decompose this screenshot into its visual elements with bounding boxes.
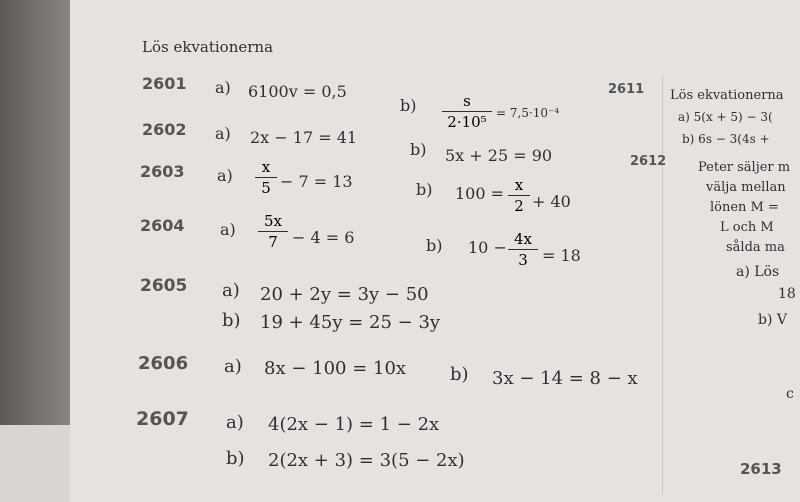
problem-2612-line-1: Peter säljer m: [698, 160, 791, 175]
problem-2606-a-label: a): [224, 356, 242, 377]
section-heading: Lös ekvationerna: [142, 38, 274, 56]
problem-2604-a-rhs: − 4 = 6: [292, 228, 355, 247]
problem-2607-a-label: a): [226, 412, 244, 433]
problem-2601-a-equation: 6100v = 0,5: [248, 82, 347, 101]
problem-2603-b-fraction: [508, 176, 530, 215]
problem-2606-a-equation: 8x − 100 = 10x: [264, 358, 407, 379]
problem-2606-b-equation: 3x − 14 = 8 − x: [492, 368, 638, 389]
problem-2603-b-label: b): [416, 180, 433, 199]
problem-2604-b-fraction: [508, 230, 538, 269]
problem-2612-line-4: L och M: [720, 220, 774, 235]
problem-number-2601: 2601: [142, 74, 187, 93]
fraction-numerator: 4x: [513, 230, 532, 248]
problem-2602-a-label: a): [215, 124, 231, 143]
fraction-denominator: 2: [514, 197, 524, 215]
fraction-numerator: x: [514, 176, 524, 194]
problem-2602-b-equation: 5x + 25 = 90: [445, 146, 553, 165]
problem-2604-b-lhs: 10 −: [468, 238, 507, 257]
fraction-denominator: 3: [518, 251, 528, 269]
problem-2601-b-label: b): [400, 96, 417, 115]
problem-2604-b-rhs: = 18: [542, 246, 581, 265]
problem-number-2602: 2602: [142, 120, 187, 139]
book-page: [70, 0, 800, 502]
problem-2604-b-label: b): [426, 236, 443, 255]
fraction-denominator: 7: [268, 233, 278, 251]
problem-2602-b-label: b): [410, 140, 427, 159]
problem-2611-title: Lös ekvationerna: [670, 88, 784, 103]
problem-number-2611: 2611: [608, 82, 645, 97]
problem-number-2613: 2613: [740, 460, 782, 478]
problem-number-2607: 2607: [136, 408, 189, 430]
book-page-corner: [0, 425, 70, 502]
problem-2612-line-3: lönen M =: [710, 200, 779, 215]
problem-number-2603: 2603: [140, 162, 185, 181]
problem-2611-b: b) 6s − 3(4s +: [682, 132, 770, 146]
problem-2612-a: a) Lös: [736, 264, 780, 280]
problem-2601-a-label: a): [215, 78, 231, 97]
problem-2602-a-equation: 2x − 17 = 41: [250, 128, 358, 147]
problem-2606-b-label: b): [450, 364, 469, 385]
problem-2605-a-label: a): [222, 280, 240, 301]
problem-2612-line-5: sålda ma: [726, 240, 785, 255]
problem-2605-b-label: b): [222, 310, 241, 331]
fraction-numerator: s: [463, 92, 471, 110]
problem-2601-b-fraction: [442, 92, 492, 131]
problem-number-2604: 2604: [140, 216, 185, 235]
problem-2603-a-rhs: − 7 = 13: [280, 172, 353, 191]
fraction-numerator: 5x: [263, 212, 282, 230]
fraction-numerator: x: [261, 158, 271, 176]
problem-2612-c: c: [786, 386, 794, 402]
problem-number-2612: 2612: [630, 154, 667, 169]
fraction-denominator: 5: [261, 179, 271, 197]
problem-2604-a-fraction: [258, 212, 288, 251]
column-divider: [662, 75, 663, 495]
problem-2605-b-equation: 19 + 45y = 25 − 3y: [260, 312, 441, 333]
problem-2607-a-equation: 4(2x − 1) = 1 − 2x: [268, 414, 440, 435]
problem-2612-line-2: välja mellan: [706, 180, 786, 195]
problem-2607-b-equation: 2(2x + 3) = 3(5 − 2x): [268, 450, 465, 471]
problem-2611-a: a) 5(x + 5) − 3(: [678, 110, 773, 124]
problem-2603-a-fraction: [255, 158, 277, 197]
fraction-denominator: 2·10⁵: [447, 113, 487, 131]
problem-number-2606: 2606: [138, 353, 189, 374]
problem-2603-b-rhs: + 40: [532, 192, 571, 211]
problem-2607-b-label: b): [226, 448, 245, 469]
problem-2605-a-equation: 20 + 2y = 3y − 50: [260, 284, 429, 305]
problem-number-2605: 2605: [140, 276, 188, 296]
problem-2604-a-label: a): [220, 220, 236, 239]
problem-2603-a-label: a): [217, 166, 233, 185]
problem-2612-a-cont: 18: [778, 286, 796, 302]
problem-2601-b-rhs: = 7,5·10⁻⁴: [496, 106, 560, 120]
problem-2603-b-lhs: 100 =: [455, 184, 505, 203]
problem-2612-b: b) V: [758, 312, 787, 328]
